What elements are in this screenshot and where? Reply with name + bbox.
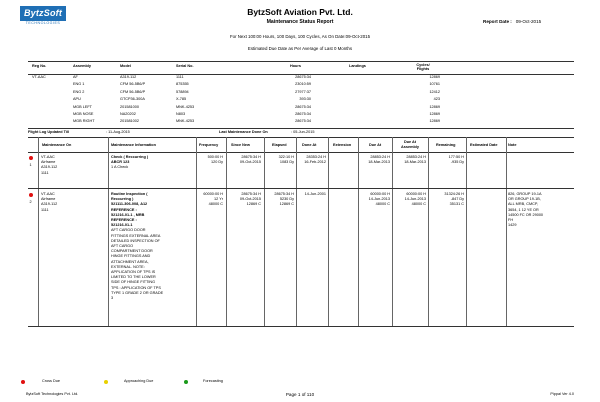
company-name: BytzSoft Aviation Pvt. Ltd. (247, 7, 353, 17)
maint-info-line: ATTACHMENT AREA, (111, 259, 149, 264)
maint-on-line: VT-AAC (41, 155, 55, 159)
maint-on-line: A319-112 (41, 165, 58, 170)
aircraft-row-assembly: MGB NOSE (73, 112, 94, 116)
aircraft-row-assembly: MGB RIGHT (73, 119, 95, 124)
aircraft-row-hours: 23010:59 (295, 82, 311, 87)
aircraft-row-hours: 393:30 (299, 97, 311, 102)
cell-since-new: 12869 C (246, 202, 261, 207)
maint-info-line: LIMITED TO THE LOWER (111, 275, 156, 280)
aircraft-row-cycles: 12412 (429, 89, 440, 94)
divider (28, 188, 574, 189)
maint-on-line: 1111 (41, 170, 49, 175)
approaching-due-legend-icon (104, 380, 108, 384)
col-maint-info: Maintenance Information (111, 143, 156, 147)
report-date-value: 09-Oct-2015 (515, 19, 542, 24)
report-title: Maintenance Status Report (266, 19, 334, 25)
maint-info-line: 3 (111, 296, 114, 300)
cross-due-legend-icon (21, 380, 25, 384)
col-extension: Extension (333, 143, 352, 147)
aircraft-row-serial: MNK-4253 (176, 104, 195, 109)
maint-on-line: A319-112 (41, 202, 58, 207)
aircraft-row-hours: 28675:34 (295, 112, 311, 116)
logo-subtext: TECHNOLOGIES (25, 21, 61, 25)
cell-elapsed: 12869 C (279, 202, 294, 207)
legend-approaching-due: Approaching Due (124, 379, 154, 383)
maint-info-line: EXTERNAL. NOTE: (111, 264, 145, 269)
cell-note: FH (508, 218, 514, 222)
cell-frequency: 48000 C (208, 202, 223, 207)
column-divider (108, 137, 109, 326)
cell-elapsed: 28675:34 H (274, 192, 294, 196)
aircraft-row-hours: 28675:34 (295, 119, 311, 124)
cell-remaining: 31324:26 H (444, 192, 464, 196)
divider (28, 137, 574, 138)
footer-version: Pippal Ver 4.0 (550, 392, 574, 396)
col-maint-on: Maintenance On (42, 143, 72, 147)
col-serial: Serial No. (176, 64, 194, 68)
flight-log-label: Flight Log Updated Till (28, 130, 70, 134)
cell-due-at-assembly: 28853:24 H (406, 155, 426, 159)
cross-due-status-icon (29, 156, 33, 160)
maint-info-line: FITTINGS EXTERNAL AREA (111, 233, 161, 238)
cell-due-at: 60000:00 H (370, 192, 390, 196)
maint-on-line: Airframe (41, 197, 56, 202)
maint-info-title: ABCR 123 (111, 160, 130, 165)
col-model: Model (120, 64, 131, 68)
cell-due-at: 14-Jun-2013 (368, 197, 390, 202)
maint-info-line: TPS : APPLICATION OF TPS (111, 285, 161, 290)
aircraft-row-model: CFM 56-5B6/P (120, 89, 146, 94)
aircraft-row-assembly: ENG 1 (73, 82, 85, 87)
aircraft-row-hours: 28675:34 (295, 75, 311, 79)
cell-since-new: 28675:34 H (241, 155, 261, 159)
aircraft-row-cycles: 12869 (429, 75, 440, 79)
maint-info-line: SIDE OF HINGE FITTING (111, 280, 156, 285)
cell-since-new: 09-Oct-2015 (239, 197, 261, 202)
maint-info-title: 521216-01-1 (111, 223, 133, 228)
logo-text: BytzSoft (20, 6, 66, 21)
col-done-at: Done At (302, 143, 317, 147)
aircraft-row-serial: N803 (176, 112, 186, 116)
col-frequency: Frequency (199, 143, 219, 147)
aircraft-row-hours: 27977:37 (295, 89, 311, 94)
report-date (483, 19, 541, 24)
maint-info-title: Check ( Reccurring ) (111, 155, 149, 159)
aircraft-row-cycles: 12869 (429, 104, 440, 109)
col-since-new: Since New (231, 143, 250, 147)
aircraft-row-serial: X-785 (176, 97, 187, 102)
cell-done-at: 16-Feb-2012 (304, 160, 326, 165)
aircraft-row-model: 201581000 (120, 104, 140, 109)
forecasting-legend-icon (184, 380, 188, 384)
maint-info-line: DETAILED INSPECTION OF (111, 238, 160, 243)
cell-note: 14500 FC OR 29000 (508, 212, 544, 217)
aircraft-row-model: GTCP36-300A (120, 97, 145, 102)
cell-note: 1429 (508, 223, 517, 228)
cell-elapsed: 5230 Dy (279, 197, 294, 202)
col-elapsed: Elapsed (272, 143, 287, 147)
footer-page-number: Page 1 of 110 (285, 392, 315, 397)
maint-on-line: 1111 (41, 207, 49, 212)
aircraft-row-serial: MNK-4253 (176, 119, 195, 124)
footer-company: BytzSoft Technologies Pvt. Ltd. (26, 392, 79, 396)
cell-due-at-assembly: 60000:00 H (406, 192, 426, 196)
cell-note: 826, GROUP 19-1A (508, 192, 542, 196)
last-maint-value: : 05-Jun-2015 (291, 130, 315, 134)
legend-forecasting: Forecasting (203, 379, 223, 383)
maint-info-line: COMPARTMENT DOOR (111, 249, 153, 254)
divider (28, 128, 574, 129)
cell-since-new: 28675:34 H (241, 192, 261, 196)
aircraft-row-assembly: ENG 2 (73, 89, 85, 94)
cell-frequency: 60000:00 H (203, 192, 223, 196)
cell-due-at: 18-Mar-2013 (368, 160, 390, 165)
col-hours: Hours (290, 64, 301, 68)
flight-log-value: : 11-Aug-2015 (106, 130, 130, 134)
aircraft-row-model: 201581002 (120, 119, 140, 124)
column-divider (506, 137, 507, 326)
column-divider (466, 137, 467, 326)
column-divider (38, 137, 39, 326)
cell-due-at: 28853:24 H (370, 155, 390, 159)
col-due-at: Due At (369, 143, 382, 147)
aircraft-row-model: CFM 56-5B6/P (120, 82, 146, 87)
maint-info-title: REFERENCE : (111, 207, 137, 212)
maint-on-line: Airframe (41, 160, 56, 165)
maint-info-line: AFT CARGO DOOR (111, 228, 146, 233)
estimated-line: Estimated Due Date as Per Average of Last 0 Months (247, 46, 353, 51)
col-cycles: Cycles/ Flights (416, 63, 430, 72)
last-maint-label: Last Maintenance Done On (219, 130, 268, 134)
aircraft-row-model: A319-112 (120, 75, 137, 79)
maint-info-line: AFT CARGO (111, 244, 134, 248)
aircraft-row-cycles: 423 (433, 97, 440, 102)
col-landings: Landings (349, 64, 366, 68)
maint-info-title: REFERENCE : (111, 218, 137, 222)
aircraft-reg-no: VT-AAC (32, 75, 46, 79)
cell-note: ALL MRB, CMCP, (508, 202, 538, 207)
maint-info-title: 521216-01-1 , MRB (111, 212, 145, 217)
col-remaining: Remaining (436, 143, 456, 147)
cell-frequency: 500:00 H (207, 155, 223, 159)
aircraft-row-cycles: 12869 (429, 119, 440, 124)
maint-info-line: APPLICATION OF TPS IS (111, 270, 156, 274)
legend-cross-due: Cross Due (42, 379, 60, 383)
col-due-at-assembly: Due At Assembly (401, 140, 419, 149)
aircraft-row-cycles: 10761 (429, 82, 440, 87)
maint-info-title: Routine Inspection ( (111, 192, 148, 196)
report-date-label: Report Date : (483, 19, 512, 24)
cell-remaining: -847 Dy (450, 197, 464, 202)
maint-info-title: 521111-306-008, A12 (111, 202, 148, 207)
cell-done-at: 14-Jun-2001 (304, 192, 326, 196)
maint-info-line: 1 A Check (111, 165, 129, 170)
cell-since-new: 09-Oct-2015 (239, 160, 261, 165)
aircraft-row-hours: 28675:34 (295, 104, 311, 109)
divider (28, 152, 574, 153)
cell-elapsed: 322:10 H (278, 155, 294, 159)
col-note: Note (508, 143, 517, 147)
cell-remaining: 35131 C (449, 202, 464, 207)
maint-info-line: TYPE 1 GRADE 2 OR GRADE (111, 290, 164, 295)
cell-note: 3654, 1 12 YE OR (508, 207, 539, 212)
aircraft-row-model: NA20202 (120, 112, 136, 116)
cross-due-status-icon (29, 193, 33, 197)
cell-remaining: -935 Dy (450, 160, 464, 165)
col-reg-no: Reg No. (32, 64, 47, 68)
for-next-line: For Next 100:00 Hours, 100 Days, 100 Cycles, As On Date:09-Oct-2015 (229, 34, 371, 39)
aircraft-row-serial: 578894 (176, 89, 189, 94)
cell-remaining: 177:50 H (448, 155, 464, 159)
aircraft-row-assembly: AF (73, 75, 78, 79)
row-number: 1 (29, 163, 32, 167)
cell-frequency: 12 Yr (213, 197, 223, 202)
maint-info-title: Reccurring ) (111, 197, 134, 202)
cell-due-at-assembly: 14-Jun-2013 (404, 197, 426, 202)
maint-on-line: VT-AAC (41, 192, 55, 196)
cell-due-at-assembly: 18-Mar-2013 (404, 160, 426, 165)
maint-info-line: HINGE FITTINGS AND (111, 254, 151, 259)
aircraft-row-assembly: APU (73, 97, 81, 102)
divider (28, 61, 574, 62)
cell-elapsed: 1083 Dy (279, 160, 294, 165)
cell-due-at: 48000 C (375, 202, 390, 207)
column-divider (328, 137, 329, 326)
aircraft-row-assembly: MGB LEFT (73, 104, 92, 109)
divider (28, 326, 574, 327)
aircraft-row-serial: 1111 (176, 75, 184, 79)
aircraft-row-cycles: 12869 (429, 112, 440, 116)
aircraft-row-serial: 875355 (176, 82, 189, 87)
col-est-date: Estimated Date (470, 143, 498, 147)
cell-frequency: 120 Dy (210, 160, 223, 165)
cell-note: OR GROUP 19-1B, (508, 197, 541, 202)
cell-due-at-assembly: 48000 C (411, 202, 426, 207)
row-number: 2 (29, 200, 32, 204)
col-assembly: Assembly (73, 64, 91, 68)
cell-done-at: 28353:24 H (306, 155, 326, 159)
